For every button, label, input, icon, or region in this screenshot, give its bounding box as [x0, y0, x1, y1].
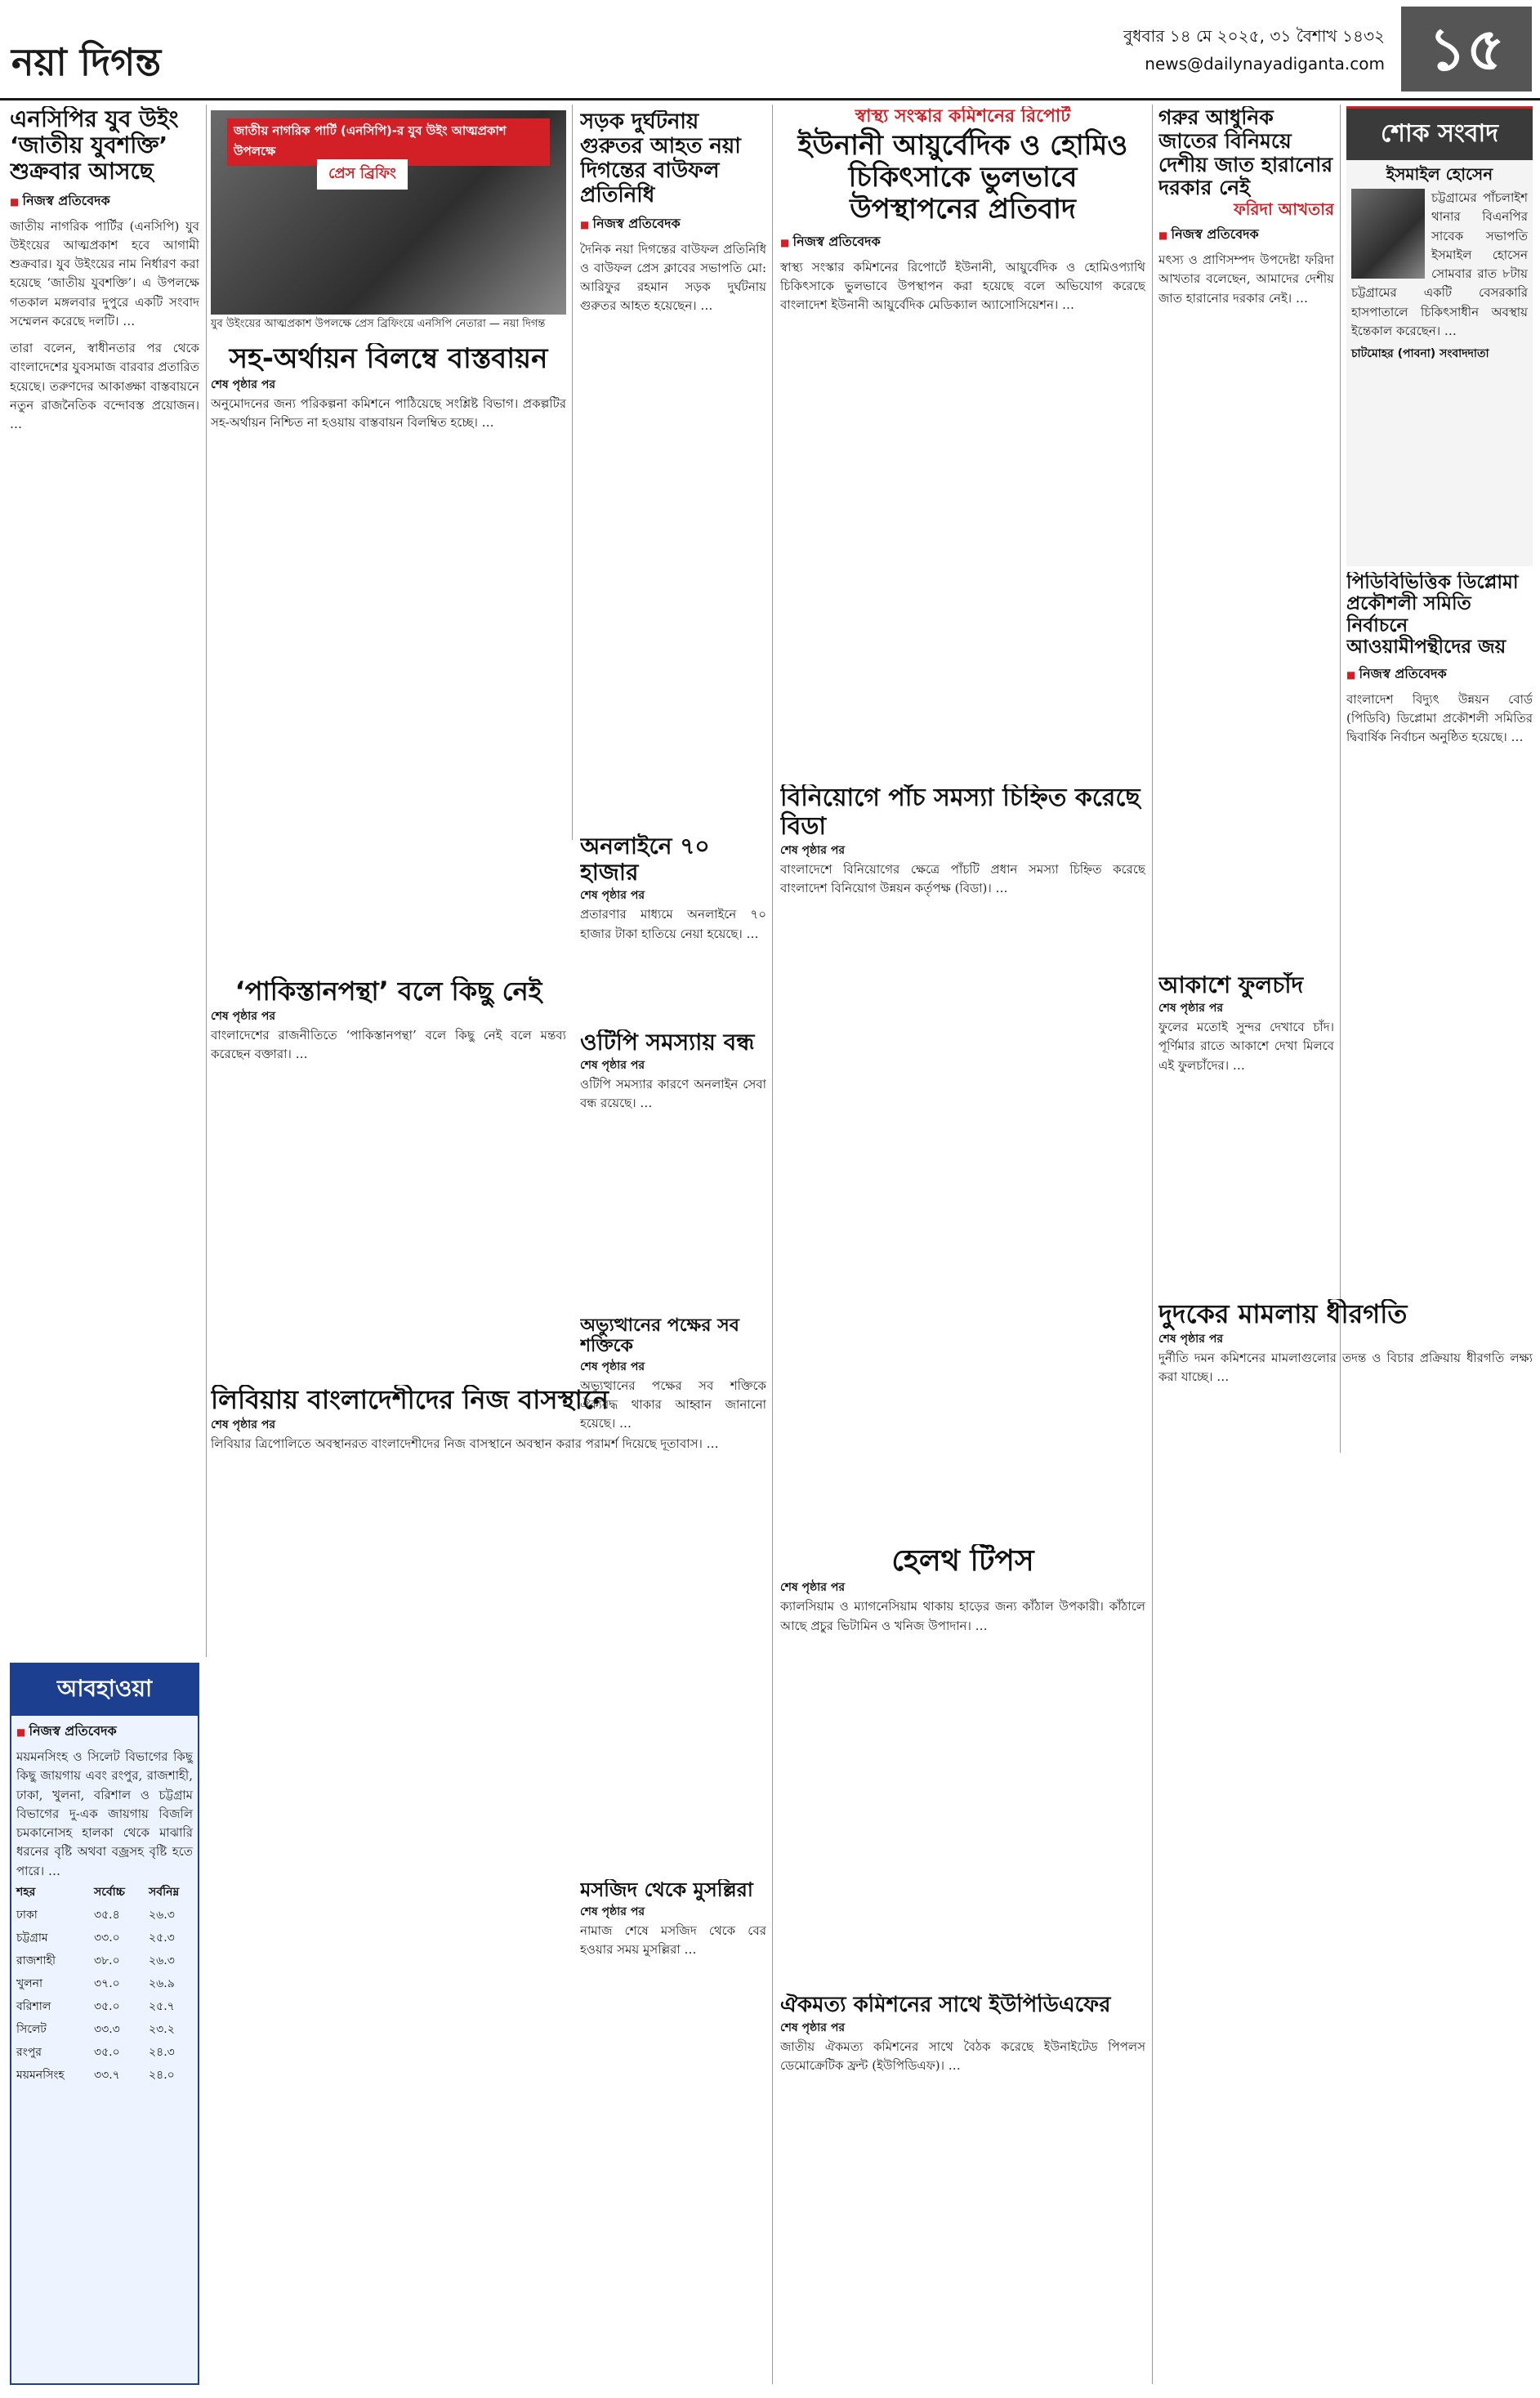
contact-email: news@dailynayadiganta.com — [1145, 54, 1385, 74]
article-body: বাংলাদেশে বিনিয়োগের ক্ষেত্রে পাঁচটি প্রধান সমস্যা চিহ্নিত করেছে বাংলাদেশ বিনিয়োগ উন্নয়ন কর্তৃপক্ষ (বিডা)। … — [780, 862, 1145, 896]
press-conference-photo — [211, 110, 566, 315]
article-consensus — [780, 1994, 1145, 2386]
continued-from: শেষ পৃষ্ঠার পর — [211, 1418, 276, 1431]
article-body: দুর্নীতি দমন কমিশনের মামলাগুলোর তদন্ত ও বিচার প্রক্রিয়ায় ধীরগতি লক্ষ্য করা যাচ্ছে। … — [1158, 1350, 1533, 1385]
photo-ncp-press — [211, 110, 566, 335]
article-body: জাতীয় নাগরিক পার্টির (এনসিপি) যুব উইংয়ের আত্মপ্রকাশ হবে আগামী শুক্রবার। যুব উইংয়ের নাম নির্ধারণ করা হয়েছে ‘জাতীয় যুবশক্তি’। এ উপলক্ষে গতকাল মঙ্গলবার দুপুরে একটি সংবাদ সম্মেলন করেছে দলটি। … — [10, 218, 199, 328]
article-mosque — [580, 1879, 766, 2369]
max-cell: ৩৩.৩ — [94, 2022, 120, 2036]
min-cell: ২৪.৩ — [149, 2045, 175, 2059]
min-cell: ২৩.২ — [149, 2022, 175, 2036]
article-body: দৈনিক নয়া দিগন্তের বাউফল প্রতিনিধি ও বাউফল প্রেস ক্লাবের সভাপতি মো: আরিফুর রহমান সড়ক দুর্ঘটনায় গুরুতর আহত হয়েছেন। … — [580, 241, 766, 314]
weather-body: ময়মনসিংহ ও সিলেট বিভাগের কিছু কিছু জায়গায় এবং রংপুর, রাজশাহী, ঢাকা, খুলনা, বরিশাল ও চট্টগ্রাম বিভাগের দু-এক জায়গায় বিজলি চমকানোসহ হালকা থেকে মাঝারি ধরনের বৃষ্টি অথবা বজ্রসহ বৃষ্টি হতে পারে। … — [16, 1749, 193, 1878]
city-cell: খুলনা — [16, 1976, 43, 1990]
continued-from: শেষ পৃষ্ঠার পর — [780, 2021, 846, 2034]
masthead — [0, 0, 1540, 100]
headline: অনলাইনে ৭০ হাজার — [580, 833, 710, 886]
headline: অভ্যুত্থানের পক্ষের সব শক্তিকে — [580, 1315, 739, 1357]
headline: ইউনানী আয়ুর্বেদিক ও হোমিও চিকিৎসাকে ভুলভাবে উপস্থাপনের প্রতিবাদ — [797, 129, 1128, 226]
city-cell: রাজশাহী — [16, 1954, 56, 1967]
min-cell: ২৪.০ — [149, 2068, 175, 2082]
city-cell: সিলেট — [16, 2022, 47, 2036]
min-cell: ২৬.৩ — [149, 1908, 175, 1922]
max-cell: ৩৩.৭ — [94, 2068, 120, 2082]
headline: ‘পাকিস্তানপন্থা’ বলে কিছু নেই — [234, 976, 542, 1007]
table-row — [11, 1995, 198, 2018]
table-row — [11, 1904, 198, 1927]
table-header: সর্বোচ্চ — [94, 1885, 125, 1899]
article-body: নামাজ শেষে মসজিদ থেকে বের হওয়ার সময় মুসল্লিরা … — [580, 1922, 766, 1957]
byline: ■ নিজস্ব প্রতিবেদক — [580, 213, 766, 235]
table-row — [11, 2041, 198, 2064]
min-cell: ২৬.৩ — [149, 1954, 175, 1967]
article-otp — [580, 1029, 766, 1307]
byline: ■ নিজস্ব প্রতিবেদক — [1158, 224, 1334, 246]
article-body: প্রতারণার মাধ্যমে অনলাইনে ৭০ হাজার টাকা হাতিয়ে নেয়া হয়েছে। … — [580, 907, 766, 941]
table-header: শহর — [16, 1885, 36, 1899]
headline: ওটিপি সমস্যায় বন্ধ — [580, 1029, 755, 1056]
article-body: লিবিয়ার ত্রিপোলিতে অবস্থানরত বাংলাদেশীদের নিজ বাসস্থানে অবস্থান করার পরামর্শ দিয়েছে দূতাবাস। … — [211, 1436, 719, 1451]
article-online-fraud — [580, 833, 766, 1021]
article-health-commission — [780, 106, 1145, 776]
min-cell: ২৫.৭ — [149, 1999, 175, 2013]
page-number: ১৫ — [1401, 7, 1532, 92]
continued-from: শেষ পৃষ্ঠার পর — [580, 889, 645, 903]
article-body: অনুমোদনের জন্য পরিকল্পনা কমিশনে পাঠিয়েছে সংশ্লিষ্ট বিভাগ। প্রকল্পটির সহ-অর্থায়ন নিশ্চিত না হওয়ায় বাস্তবায়ন বিলম্বিত হচ্ছে। … — [211, 396, 566, 431]
table-row — [11, 1949, 198, 1972]
section-title: শোক সংবাদ — [1346, 109, 1533, 160]
kicker: স্বাস্থ্য সংস্কার কমিশনের রিপোর্ট — [855, 106, 1071, 127]
headline: লিবিয়ায় বাংলাদেশীদের নিজ বাসস্থানে — [211, 1385, 609, 1415]
table-header: সর্বনিম্ন — [149, 1885, 180, 1899]
obit-photo — [1351, 189, 1425, 279]
headline: পিডিবিভিত্তিক ডিপ্লোমা প্রকৌশলী সমিতি নির্বাচনে আওয়ামীপন্থীদের জয় — [1346, 572, 1519, 659]
headline: দুদকের মামলায় ধীরগতি — [1158, 1299, 1408, 1329]
obit-name: ইসমাইল হোসেন — [1386, 164, 1493, 184]
article-body: মৎস্য ও প্রাণিসম্পদ উপদেষ্টা ফরিদা আখতার বলেছেন, আমাদের দেশীয় জাত হারানোর দরকার নেই। … — [1158, 252, 1334, 306]
article-body: ফুলের মতোই সুন্দর দেখাবে চাঁদ। পূর্ণিমার রাতে আকাশে দেখা মিলবে এই ফুলচাঁদের। … — [1158, 1020, 1334, 1073]
article-body: স্বাস্থ্য সংস্কার কমিশনের রিপোর্টে ইউনানী, আয়ুর্বেদিক ও হোমিওপ্যাথি চিকিৎসাকে ভুলভাবে উপস্থাপন করা হয়েছে বলে অভিযোগ করেছে বাংলাদেশ ইউনানী আয়ুর্বেদিক মেডিক্যাল অ্যাসোসিয়েশন। … — [780, 259, 1145, 313]
city-cell: ঢাকা — [16, 1908, 38, 1922]
table-row — [11, 1972, 198, 1995]
article-cattle — [1158, 106, 1334, 964]
article-moon — [1158, 972, 1334, 1283]
article-acc-cases — [1158, 1299, 1533, 2386]
article-pakistan — [211, 976, 566, 1377]
article-health-tips — [780, 1544, 1145, 1985]
obit-body: চট্টগ্রামের পাঁচলাইশ থানার বিএনপির সাবেক সভাপতি ইসমাইল হোসেন সোমবার রাত ৮টায় চট্টগ্রামের একটি বেসরকারি হাসপাতালে চিকিৎসাধীন অবস্থায় ইন্তেকাল করেছেন। … — [1351, 190, 1528, 338]
obituary-box — [1346, 106, 1533, 566]
headline: সড়ক দুর্ঘটনায় গুরুতর আহত নয়া দিগন্তের বাউফল প্রতিনিধি — [580, 110, 741, 208]
table-row — [11, 2064, 198, 2087]
city-cell: চট্টগ্রাম — [16, 1931, 48, 1945]
max-cell: ৩৫.০ — [94, 1999, 120, 2013]
byline: ■ নিজস্ব প্রতিবেদক — [780, 231, 1145, 253]
weather-box — [10, 1663, 199, 2385]
headline: এনসিপির যুব উইং ‘জাতীয় যুবশক্তি’ শুক্রবার আসছে — [10, 106, 179, 185]
min-cell: ২৬.৯ — [149, 1976, 175, 1990]
continued-from: শেষ পৃষ্ঠার পর — [211, 1009, 276, 1023]
dateline: বুধবার ১৪ মে ২০২৫, ৩১ বৈশাখ ১৪৩২ — [1123, 26, 1385, 46]
headline: বিনিয়োগে পাঁচ সমস্যা চিহ্নিত করেছে বিডা — [780, 784, 1140, 841]
photo-banner-sub: প্রেস ব্রিফিং — [317, 159, 408, 190]
city-cell: ময়মনসিংহ — [16, 2068, 65, 2082]
article-ncp-youth — [10, 106, 199, 1650]
obit-credit: চাটমোহর (পাবনা) সংবাদদাতা — [1351, 347, 1489, 360]
article-cofinancing — [211, 343, 566, 972]
table-row — [11, 2018, 198, 2041]
article-body: ওটিপি সমস্যার কারণে অনলাইন সেবা বন্ধ রয়েছে। … — [580, 1077, 766, 1111]
byline: ■ নিজস্ব প্রতিবেদক — [11, 1721, 198, 1743]
photo-caption: যুব উইংয়ের আত্মপ্রকাশ উপলক্ষে প্রেস ব্রিফিংয়ে এনসিপি নেতারা — নয়া দিগন্ত — [211, 318, 546, 330]
article-bida — [780, 784, 1145, 1536]
min-cell: ২৫.৩ — [149, 1931, 175, 1945]
weather-title: আবহাওয়া — [11, 1664, 198, 1716]
quote-author: ফরিদা আখতার — [1234, 199, 1334, 219]
continued-from: শেষ পৃষ্ঠার পর — [1158, 1332, 1224, 1346]
max-cell: ৩৩.০ — [94, 1931, 120, 1945]
continued-from: শেষ পৃষ্ঠার পর — [580, 1905, 645, 1918]
photo-banner: জাতীয় নাগরিক পার্টি (এনসিপি)-র যুব উইং আত্মপ্রকাশ উপলক্ষে — [227, 118, 550, 166]
article-body: বাংলাদেশ বিদ্যুৎ উন্নয়ন বোর্ড (পিডিবি) ডিপ্লোমা প্রকৌশলী সমিতির দ্বিবার্ষিক নির্বাচন অনুষ্ঠিত হয়েছে। … — [1346, 691, 1533, 745]
continued-from: শেষ পৃষ্ঠার পর — [780, 1581, 846, 1595]
continued-from: শেষ পৃষ্ঠার পর — [580, 1360, 645, 1373]
continued-from: শেষ পৃষ্ঠার পর — [780, 844, 846, 857]
continued-from: শেষ পৃষ্ঠার পর — [580, 1059, 645, 1073]
table-header-row — [11, 1881, 198, 1904]
article-body: ক্যালসিয়াম ও ম্যাগনেসিয়াম থাকায় হাড়ের জন্য কাঁঠাল উপকারী। কাঁঠালে আছে প্রচুর ভিটামিন ও খনিজ উপাদান। … — [780, 1599, 1145, 1633]
headline: হেলথ টিপস — [891, 1544, 1034, 1578]
byline: ■ নিজস্ব প্রতিবেদক — [10, 190, 199, 212]
max-cell: ৩৫.৪ — [94, 1908, 120, 1922]
headline: আকাশে ফুলচাঁদ — [1158, 972, 1304, 998]
weather-table — [11, 1881, 198, 2087]
newspaper-logo: নয়া দিগন্ত — [11, 40, 162, 84]
max-cell: ৩৭.০ — [94, 1976, 120, 1990]
headline: ঐকমত্য কমিশনের সাথে ইউপিডিএফের — [780, 1994, 1111, 2017]
headline: মসজিদ থেকে মুসল্লিরা — [580, 1879, 753, 1901]
city-cell: বরিশাল — [16, 1999, 51, 2013]
continued-from: শেষ পৃষ্ঠার পর — [1158, 1002, 1224, 1016]
continued-from: শেষ পৃষ্ঠার পর — [211, 378, 276, 392]
max-cell: ৩৮.০ — [94, 1954, 120, 1967]
article-body: বাংলাদেশের রাজনীতিতে ‘পাকিস্তানপন্থা’ বলে কিছু নেই বলে মন্তব্য করেছেন বক্তারা। … — [211, 1027, 566, 1062]
article-body: জাতীয় ঐকমত্য কমিশনের সাথে বৈঠক করেছে ইউনাইটেড পিপলস ডেমোক্রেটিক ফ্রন্ট (ইউপিডিএফ)। … — [780, 2039, 1145, 2074]
table-row — [11, 1927, 198, 1949]
headline: সহ-অর্থায়ন বিলম্বে বাস্তবায়ন — [229, 343, 548, 375]
article-body: অভ্যুত্থানের পক্ষের সব শক্তিকে ঐক্যবদ্ধ থাকার আহ্বান জানানো হয়েছে। … — [580, 1378, 766, 1431]
article-road-accident — [580, 110, 766, 829]
article-body-continued: তারা বলেন, স্বাধীনতার পর থেকে বাংলাদেশের যুবসমাজ বারবার প্রতারিত হয়েছে। তরুণদের আকাঙ্ক্ষা বাস্তবায়নে নতুন রাজনৈতিক বন্দোবস্ত প্রয়োজন। … — [10, 341, 199, 432]
city-cell: রংপুর — [16, 2045, 42, 2059]
byline: ■ নিজস্ব প্রতিবেদক — [1346, 663, 1533, 685]
max-cell: ৩৫.০ — [94, 2045, 120, 2059]
headline: গরুর আধুনিক জাতের বিনিময়ে দেশীয় জাত হারানোর দরকার নেই — [1158, 106, 1333, 200]
